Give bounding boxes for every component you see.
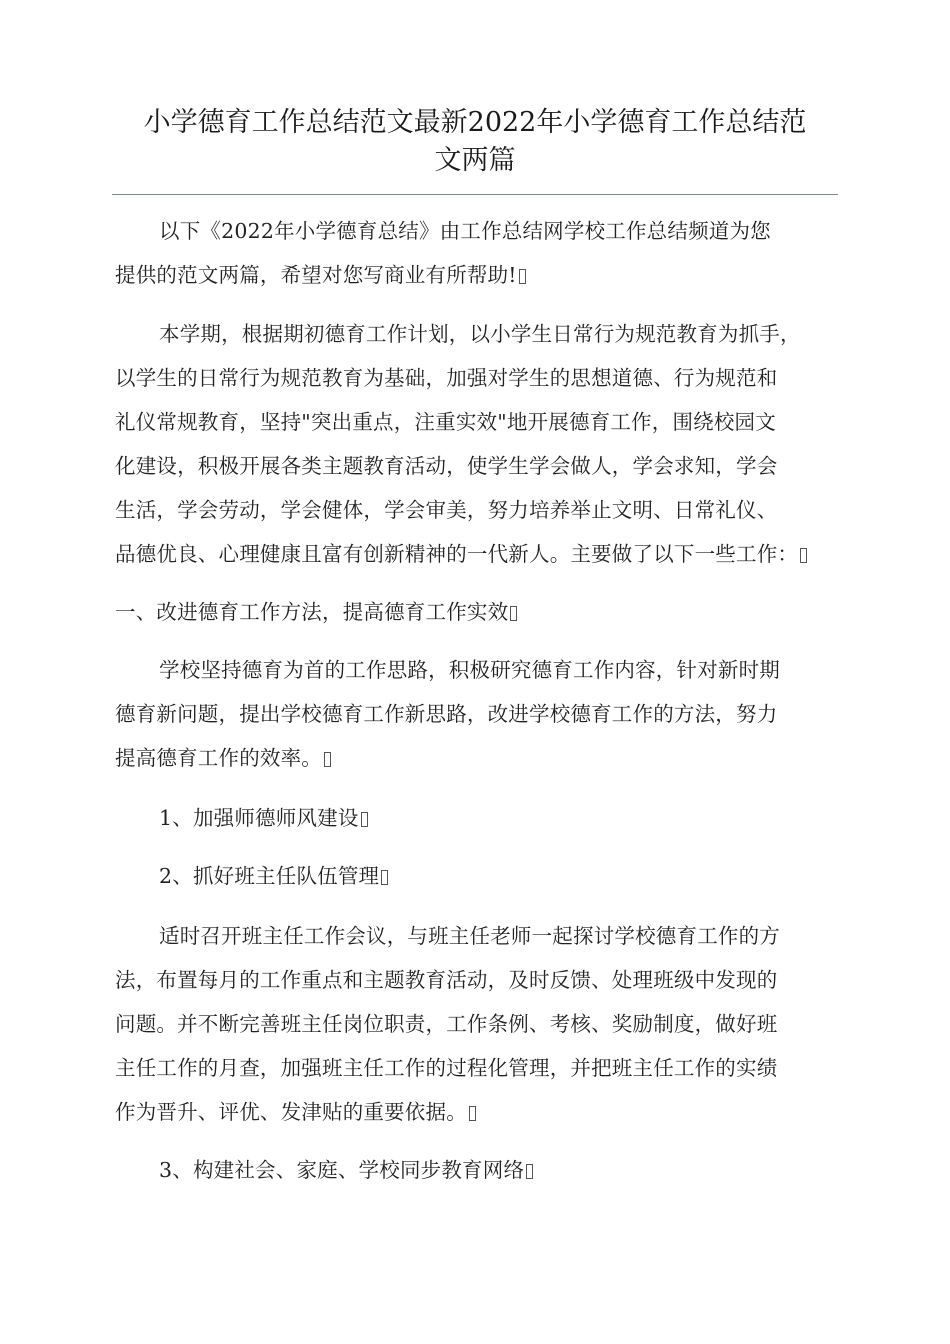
title-line-2: 文两篇: [434, 145, 516, 176]
paragraph-mark-icon: [519, 269, 526, 284]
paragraph-line: 适时召开班主任工作会议，与班主任老师一起探讨学校德育工作的方: [159, 924, 780, 948]
paragraph-mark-icon: [510, 606, 517, 621]
list-item-3: 3、构建社会、家庭、学校同步教育网络: [115, 1148, 845, 1192]
paragraph-line: 提供的范文两篇，希望对您写商业有所帮助!: [115, 253, 845, 297]
paragraph-headteacher: [115, 914, 845, 1134]
paragraph-line: 本学期，根据期初德育工作计划，以小学生日常行为规范教育为抓手，: [159, 322, 801, 346]
paragraph-line: 法，布置每月的工作重点和主题教育活动，及时反馈、处理班级中发现的: [115, 968, 778, 992]
paragraph-mark-icon: [361, 812, 368, 827]
paragraph-line: 化建设，积极开展各类主题教育活动，使学生学会做人，学会求知，学会: [115, 454, 778, 478]
paragraph-line: 学校坚持德育为首的工作思路，积极研究德育工作内容，针对新时期: [159, 658, 780, 682]
paragraph-intro: [115, 209, 845, 297]
paragraph-line: 主任工作的月查，加强班主任工作的过程化管理，并把班主任工作的实绩: [115, 1056, 778, 1080]
paragraph-line: 作为晋升、评优、发津贴的重要依据。: [115, 1090, 845, 1134]
paragraph-line: 德育新问题，提出学校德育工作新思路，改进学校德育工作的方法，努力: [115, 702, 778, 726]
paragraph-line: 礼仪常规教育，坚持"突出重点，注重实效"地开展德育工作，围绕校园文: [115, 410, 776, 434]
paragraph-mark-icon: [469, 1106, 476, 1121]
paragraph-method: [115, 648, 845, 780]
section-heading-1: 一、改进德育工作方法，提高德育工作实效: [115, 590, 845, 634]
paragraph-line: 问题。并不断完善班主任岗位职责，工作条例、考核、奖励制度，做好班: [115, 1012, 778, 1036]
paragraph-overview: [115, 312, 845, 576]
document-title: [112, 104, 838, 180]
paragraph-line: 以下《2022年小学德育总结》由工作总结网学校工作总结频道为您: [159, 219, 771, 243]
paragraph-line: 以学生的日常行为规范教育为基础，加强对学生的思想道德、行为规范和: [115, 366, 778, 390]
paragraph-line: 生活，学会劳动，学会健体，学会审美，努力培养举止文明、日常礼仪、: [115, 498, 778, 522]
title-divider: [112, 194, 838, 195]
paragraph-mark-icon: [800, 548, 807, 563]
paragraph-mark-icon: [526, 1164, 533, 1179]
list-item-2: 2、抓好班主任队伍管理: [115, 854, 845, 898]
title-line-1: 小学德育工作总结范文最新2022年小学德育工作总结范: [143, 107, 807, 138]
paragraph-line: 提高德育工作的效率。: [115, 736, 845, 780]
paragraph-mark-icon: [381, 870, 388, 885]
paragraph-mark-icon: [324, 752, 331, 767]
list-item-1: 1、加强师德师风建设: [115, 796, 845, 840]
paragraph-line: 品德优良、心理健康且富有创新精神的一代新人。主要做了以下一些工作：: [115, 532, 845, 576]
